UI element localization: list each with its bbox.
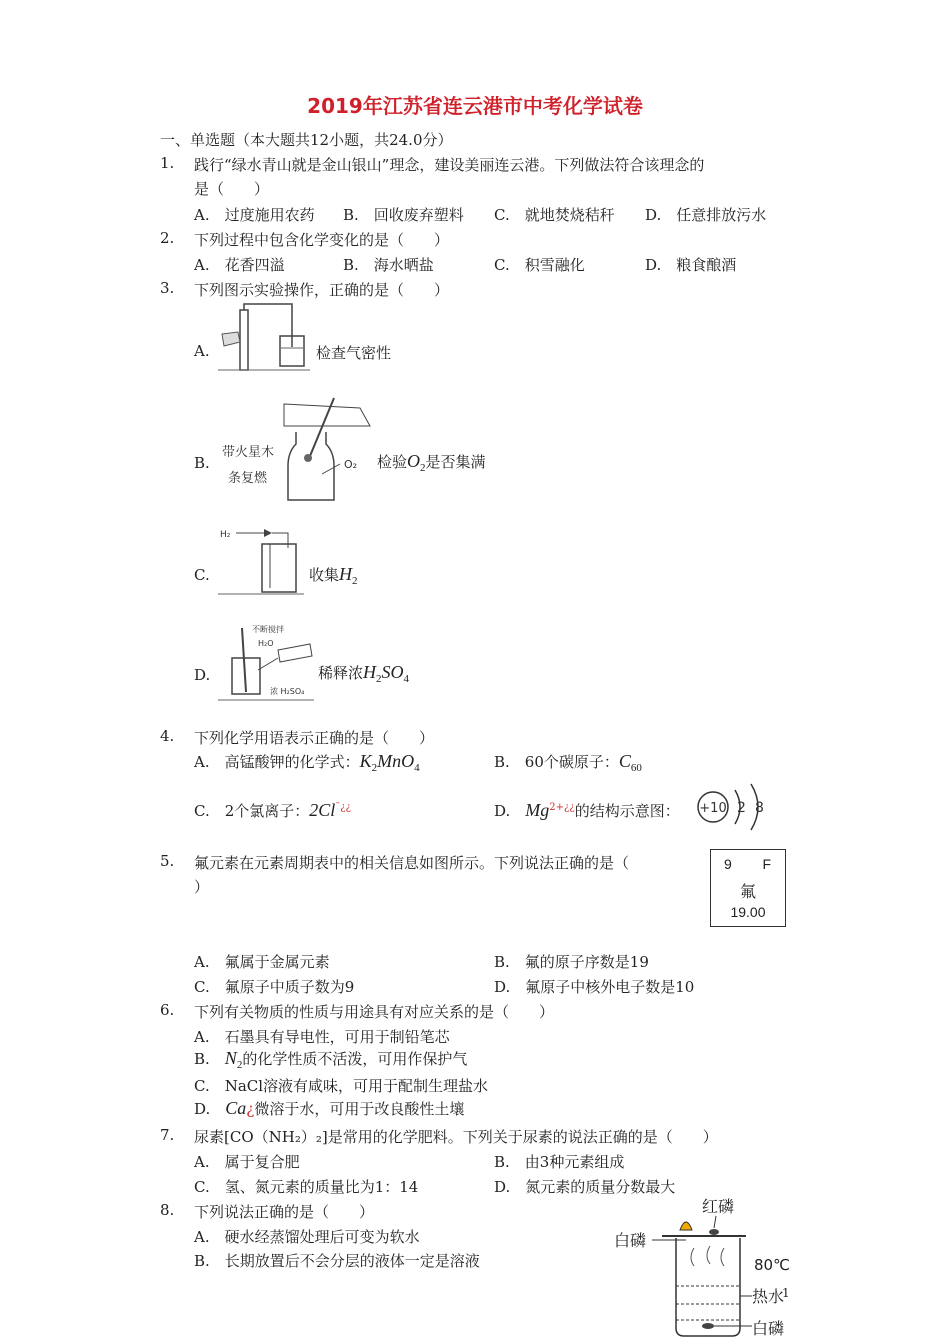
q8-number: 8. [160,1201,175,1219]
b-fig-text-1: 带火星木 [222,445,275,460]
red-phosphorus-label: 红磷 [702,1197,735,1216]
atomic-mass: 19.00 [730,904,766,920]
q7-option-d: D. 氮元素的质量分数最大 [494,1178,676,1196]
nucleus-charge: +10 [699,801,727,816]
q5-option-c: C. 氟原子中质子数为9 [194,978,355,996]
page-title: 2019年江苏省连云港市中考化学试卷 [307,94,643,118]
q7-stem: 尿素[CO（NH₂）₂]是常用的化学肥料。下列关于尿素的说法正确的是（ ） [194,1128,718,1146]
q8-stem: 下列说法正确的是（ ） [194,1203,375,1221]
temperature-label: 80℃ [754,1256,790,1274]
element-symbol: F [762,856,771,872]
mg-ion-structure-diagram [695,780,775,834]
q7-option-a: A. 属于复合肥 [194,1153,300,1171]
q3-option-d-caption: 稀释浓$H_2SO_4$ [318,662,410,685]
airtightness-check-figure [218,302,310,372]
h2-fig-label: H₂ [220,530,231,540]
shell-1-electrons: 2 [737,800,746,816]
q3-number: 3. [160,279,175,297]
q3-option-c-caption: 收集$H_2$ [309,564,358,587]
q1-stem: 践行“绿水青山就是金山银山”理念，建设美丽连云港。下列做法符合该理念的 [194,156,705,174]
o2-fig-label: O₂ [344,458,358,471]
q4-option-a: A. 高锰酸钾的化学式：$K_2MnO_4$ [194,751,420,774]
q3-option-d-label: D. [194,666,211,684]
hot-water-label: 热水 [752,1287,785,1306]
q3-option-c-label: C. [194,566,210,584]
q4-stem: 下列化学用语表示正确的是（ ） [194,729,435,747]
q5-option-d: D. 氟原子中核外电子数是10 [494,978,695,996]
collect-hydrogen-figure [218,526,304,598]
q7-number: 7. [160,1126,175,1144]
q6-option-b: B. $N_2$的化学性质不活泼，可用作保护气 [194,1048,468,1071]
q2-number: 2. [160,229,175,247]
fluorine-element-card [710,849,786,927]
q1-option-c: C. 就地焚烧秸秆 [494,206,615,224]
q5-stem: 氟元素在元素周期表中的相关信息如图所示。下列说法正确的是（ [194,854,630,872]
atomic-number: 9 [724,856,732,872]
q2-option-c: C. 积雪融化 [494,256,585,274]
q3-option-b-label: B. [194,454,210,472]
d-fig-stir: 不断搅拌 [252,625,284,634]
q5-option-b: B. 氟的原子序数是19 [494,953,649,971]
q1-option-d: D. 任意排放污水 [645,206,767,224]
dilute-acid-figure [218,622,314,704]
q7-option-b: B. 由3种元素组成 [494,1153,625,1171]
q5-number: 5. [160,852,175,870]
q2-option-a: A. 花香四溢 [194,256,285,274]
q1-option-b: B. 回收废弃塑料 [343,206,464,224]
q3-option-a-caption: 检查气密性 [316,344,392,362]
q2-stem: 下列过程中包含化学变化的是（ ） [194,231,450,249]
q2-option-d: D. 粮食酿酒 [645,256,737,274]
q4-option-b: B. 60个碳原子：$C_{60}$ [494,751,642,774]
d-fig-acid: 浓 H₂SO₄ [270,687,305,696]
section-heading: 一、单选题（本大题共12小题，共24.0分） [160,131,453,149]
q3-option-b-caption: 检验$O_2$是否集满 [377,451,486,474]
q4-option-d: D. $Mg^{2+¿¿}$的结构示意图： [494,800,680,820]
q8-option-a: A. 硬水经蒸馏处理后可变为软水 [194,1228,420,1246]
q6-option-a: A. 石墨具有导电性，可用于制铅笔芯 [194,1028,450,1046]
q1-number: 1. [160,154,175,172]
q5-option-a: A. 氟属于金属元素 [194,953,330,971]
q3-option-a-label: A. [194,342,210,360]
q4-option-c: C. 2个氯离子：2Cl¯¿¿ [194,800,352,820]
q7-option-c: C. 氢、氮元素的质量比为1：14 [194,1178,419,1196]
page-number: 1 [782,1286,790,1300]
oxygen-test-figure [218,396,376,514]
q1-stem-cont: 是（ ） [194,180,270,198]
q8-option-b: B. 长期放置后不会分层的液体一定是溶液 [194,1252,480,1270]
d-fig-water: H₂O [258,639,274,648]
q2-option-b: B. 海水晒盐 [343,256,434,274]
white-phosphorus-label: 白磷 [614,1231,647,1250]
q6-option-c: C. NaCl溶液有咸味，可用于配制生理盐水 [194,1077,489,1095]
phosphorus-combustion-figure [614,1192,814,1340]
shell-2-electrons: 8 [755,800,764,816]
q6-stem: 下列有关物质的性质与用途具有对应关系的是（ ） [194,1003,555,1021]
q4-number: 4. [160,727,175,745]
element-name: 氟 [739,884,756,901]
white-phosphorus-bottom-label: 白磷 [752,1319,785,1338]
q6-number: 6. [160,1001,175,1019]
b-fig-text-2: 条复燃 [228,471,268,486]
q3-stem: 下列图示实验操作，正确的是（ ） [194,281,450,299]
q5-stem-cont: ） [194,878,210,896]
q1-option-a: A. 过度施用农药 [194,206,315,224]
q6-option-d: D. Ca¿微溶于水，可用于改良酸性土壤 [194,1098,465,1118]
